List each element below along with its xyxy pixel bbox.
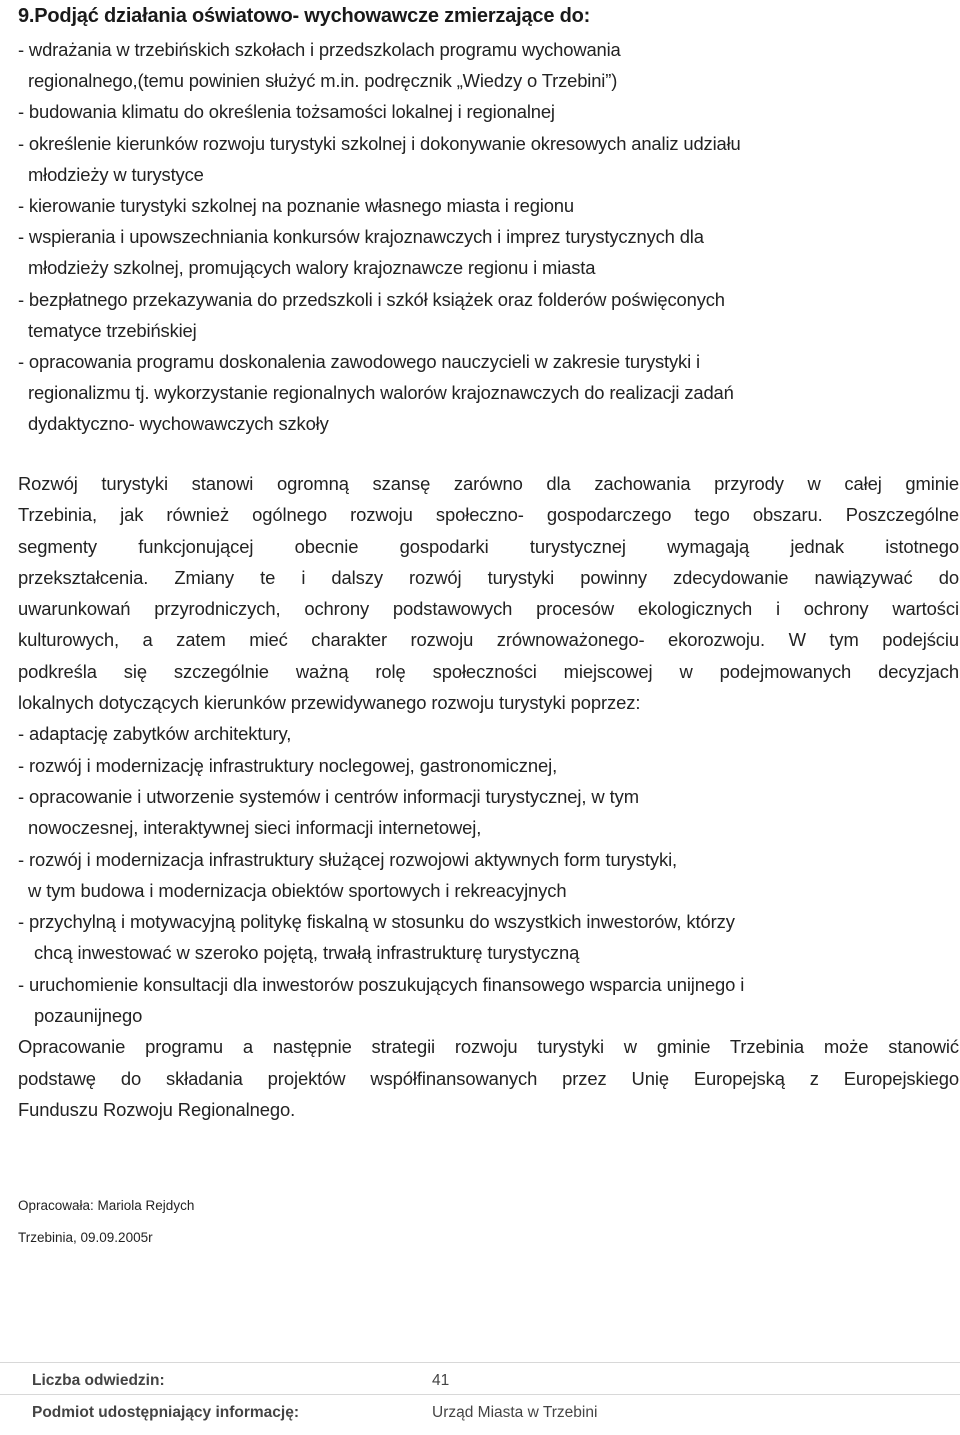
section-heading: 9.Podjąć działania oświatowo- wychowawcze zmierzające do: [18,5,591,27]
goal-line: młodzieży szkolnej, promujących walory krajoznawcze regionu i miasta [28,257,596,279]
goal-line: regionalnego,(temu powinien służyć m.in. podręcznik „Wiedzy o Trzebini”) [28,70,618,92]
author-line: Opracowała: Mariola Rejdych [18,1198,195,1213]
measure-item: w tym budowa i modernizacja obiektów sportowych i rekreacyjnych [28,879,567,901]
goal-line: - określenie kierunków rozwoju turystyki szkolnej i dokonywanie okresowych analiz udziału [18,132,741,154]
paragraph-line: lokalnych dotyczących kierunków przewidywanego rozwoju turystyki poprzez: [18,692,641,714]
paragraph-line: podstawę do składania projektów współfinansowanych przez Unię Europejską z Europejskiego [18,1067,959,1089]
measure-item: - opracowanie i utworzenie systemów i centrów informacji turystycznej, w tym [18,785,639,807]
goal-line: - kierowanie turystyki szkolnej na poznanie własnego miasta i regionu [18,195,574,217]
body-text [18,468,959,1125]
paragraph-line: przekształcenia. Zmiany te i dalszy rozwój turystyki powinny zdecydowanie nawiązywać do [18,566,959,588]
paragraph-line: podkreśla się szczególnie ważną rolę społeczności miejscowej w podejmowanych decyzjach [18,660,959,682]
goal-line: - wspierania i upowszechniania konkursów krajoznawczych i imprez turystycznych dla [18,226,704,248]
publisher-label: Podmiot udostępniający informację: [32,1404,299,1421]
signature-block [18,1198,194,1245]
measure-item: pozaunijnego [34,1005,143,1027]
metadata-row [0,1362,960,1394]
paragraph-line: Trzebinia, jak również ogólnego rozwoju społeczno- gospodarczego tego obszaru. Poszczególne [18,504,959,526]
goals-list [18,34,948,440]
publisher-value: Urząd Miasta w Trzebini [432,1404,598,1421]
paragraph-line: kulturowych, a zatem mieć charakter rozwoju zrównoważonego- ekorozwoju. W tym podejściu [18,629,959,651]
place-date-line: Trzebinia, 09.09.2005r [18,1230,153,1245]
metadata-row [0,1394,960,1426]
measure-item: nowoczesnej, interaktywnej sieci informacji internetowej, [28,817,482,839]
visits-value: 41 [432,1372,450,1389]
paragraph-line: Rozwój turystyki stanowi ogromną szansę zarówno dla zachowania przyrody w całej gminie [18,473,959,494]
paragraph-line: Funduszu Rozwoju Regionalnego. [18,1098,296,1120]
goal-line: tematyce trzebińskiej [28,319,197,341]
goal-line: - bezpłatnego przekazywania do przedszkoli i szkół książek oraz folderów poświęconych [18,288,725,310]
paragraph-line: Opracowanie programu a następnie strategii rozwoju turystyki w gminie Trzebinia może stanowić [18,1036,959,1058]
metadata-table [0,1362,960,1426]
paragraph-line: segmenty funkcjonującej obecnie gospodarki turystycznej wymagają jednak istotnego [18,535,959,557]
measure-item: - adaptację zabytków architektury, [18,723,292,745]
measure-item: - uruchomienie konsultacji dla inwestorów poszukujących finansowego wsparcia unijnego i [18,973,745,995]
goal-line: dydaktyczno- wychowawczych szkoły [28,413,329,435]
paragraph-line: uwarunkowań przyrodniczych, ochrony podstawowych procesów ekologicznych i ochrony wartości [18,598,959,620]
measure-item: - rozwój i modernizacja infrastruktury służącej rozwojowi aktywnych form turystyki, [18,848,678,870]
visits-label: Liczba odwiedzin: [32,1372,165,1389]
goal-line: - wdrażania w trzebińskich szkołach i przedszkolach programu wychowania [18,39,621,60]
goal-line: - budowania klimatu do określenia tożsamości lokalnej i regionalnej [18,101,555,123]
measure-item: chcą inwestować w szeroko pojętą, trwałą infrastrukturę turystyczną [34,942,580,964]
goal-line: regionalizmu tj. wykorzystanie regionalnych walorów krajoznawczych do realizacji zadań [28,382,734,404]
goal-line: młodzieży w turystyce [28,163,204,185]
measure-item: - rozwój i modernizację infrastruktury noclegowej, gastronomicznej, [18,754,558,776]
goal-line: - opracowania programu doskonalenia zawodowego nauczycieli w zakresie turystyki i [18,351,700,373]
measure-item: - przychylną i motywacyjną politykę fiskalną w stosunku do wszystkich inwestorów, którzy [18,911,735,933]
